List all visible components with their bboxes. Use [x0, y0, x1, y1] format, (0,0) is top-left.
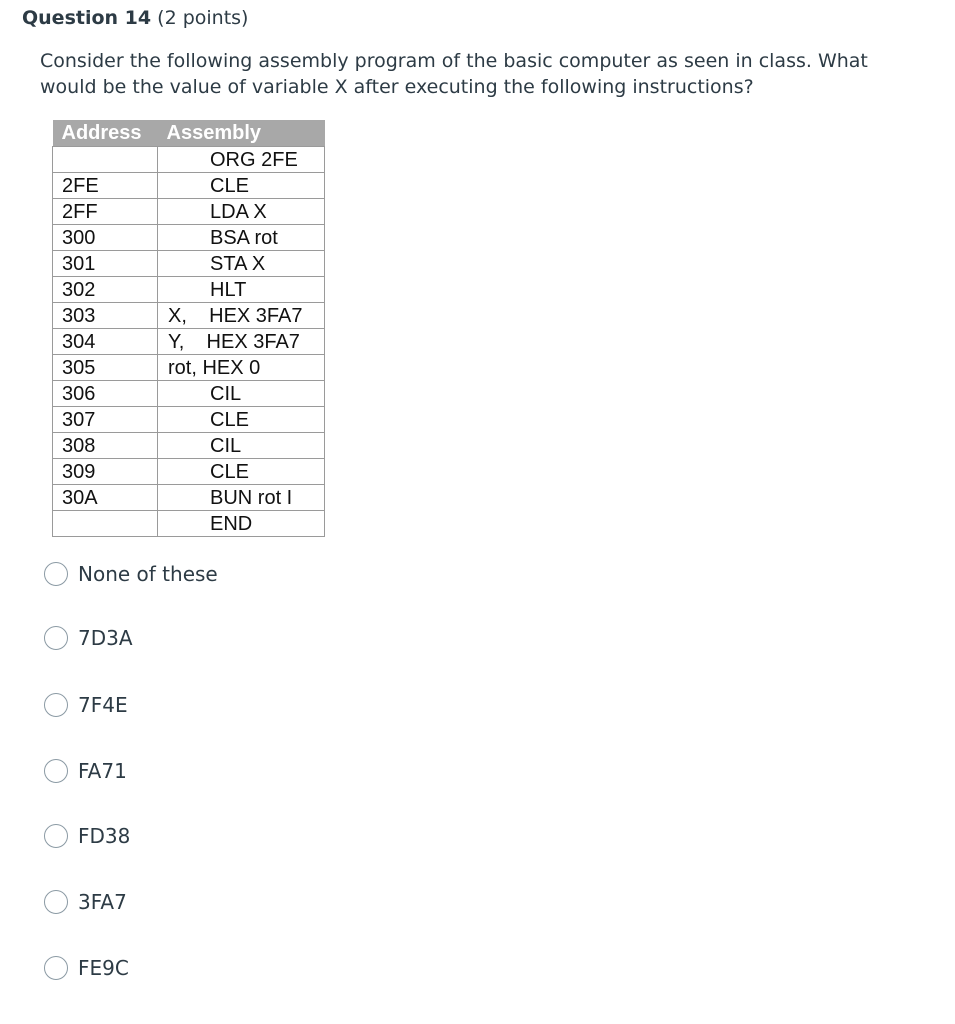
address-cell: 305 [53, 355, 158, 381]
radio-button[interactable] [44, 824, 68, 848]
answer-option-label[interactable]: 7F4E [78, 693, 128, 717]
table-row [53, 251, 325, 277]
answer-option-label[interactable]: FE9C [78, 956, 129, 980]
assembly-cell: END [158, 511, 325, 537]
answer-option-label[interactable]: FA71 [78, 759, 127, 783]
address-cell: 301 [53, 251, 158, 277]
table-row [53, 433, 325, 459]
table-row [53, 355, 325, 381]
answer-option[interactable] [44, 888, 127, 916]
address-cell: 302 [53, 277, 158, 303]
address-cell: 300 [53, 225, 158, 251]
table-row [53, 147, 325, 173]
assembly-cell: rot, HEX 0 [158, 355, 325, 381]
assembly-cell: CLE [158, 459, 325, 485]
address-cell: 309 [53, 459, 158, 485]
table-row [53, 277, 325, 303]
table-row [53, 381, 325, 407]
assembly-cell: BUN rot I [158, 485, 325, 511]
radio-button[interactable] [44, 956, 68, 980]
answer-option[interactable] [44, 822, 130, 850]
assembly-cell: LDA X [158, 199, 325, 225]
assembly-cell: CIL [158, 433, 325, 459]
assembly-cell: CLE [158, 407, 325, 433]
question-header [22, 6, 248, 30]
answer-option-label[interactable]: 3FA7 [78, 890, 127, 914]
table-row [53, 199, 325, 225]
assembly-table [52, 120, 325, 537]
question-text: Consider the following assembly program of the basic computer as seen in class. What would be the value of variable X after executing the following instructions? [40, 50, 868, 98]
assembly-cell: Y, HEX 3FA7 [158, 329, 325, 355]
table-row [53, 303, 325, 329]
address-cell: 308 [53, 433, 158, 459]
table-header-row [53, 120, 325, 147]
assembly-cell: CIL [158, 381, 325, 407]
radio-button[interactable] [44, 759, 68, 783]
question-number: Question 14 [22, 7, 152, 29]
table-row [53, 173, 325, 199]
answer-option[interactable] [44, 757, 127, 785]
table-row [53, 459, 325, 485]
table-row [53, 225, 325, 251]
table-row [53, 485, 325, 511]
assembly-cell: HLT [158, 277, 325, 303]
address-cell: 2FF [53, 199, 158, 225]
address-cell: 30A [53, 485, 158, 511]
address-cell [53, 147, 158, 173]
answer-option[interactable] [44, 624, 133, 652]
radio-button[interactable] [44, 562, 68, 586]
answer-option-label[interactable]: None of these [78, 562, 218, 586]
answer-option[interactable] [44, 954, 129, 982]
assembly-cell: ORG 2FE [158, 147, 325, 173]
answer-option[interactable] [44, 560, 218, 588]
answer-option-label[interactable]: FD38 [78, 824, 131, 848]
table-body [53, 147, 325, 537]
answer-option[interactable] [44, 691, 128, 719]
address-cell: 303 [53, 303, 158, 329]
assembly-cell: X, HEX 3FA7 [158, 303, 325, 329]
radio-button[interactable] [44, 626, 68, 650]
address-cell: 307 [53, 407, 158, 433]
assembly-cell: STA X [158, 251, 325, 277]
column-header-address: Address [53, 120, 158, 147]
table-row [53, 329, 325, 355]
address-cell: 304 [53, 329, 158, 355]
radio-button[interactable] [44, 890, 68, 914]
assembly-cell: CLE [158, 173, 325, 199]
table-row [53, 407, 325, 433]
question-points: (2 points) [157, 7, 249, 29]
address-cell: 306 [53, 381, 158, 407]
answer-option-label[interactable]: 7D3A [78, 626, 133, 650]
address-cell [53, 511, 158, 537]
table-row [53, 511, 325, 537]
address-cell: 2FE [53, 173, 158, 199]
radio-button[interactable] [44, 693, 68, 717]
assembly-cell: BSA rot [158, 225, 325, 251]
column-header-assembly: Assembly [158, 120, 325, 147]
